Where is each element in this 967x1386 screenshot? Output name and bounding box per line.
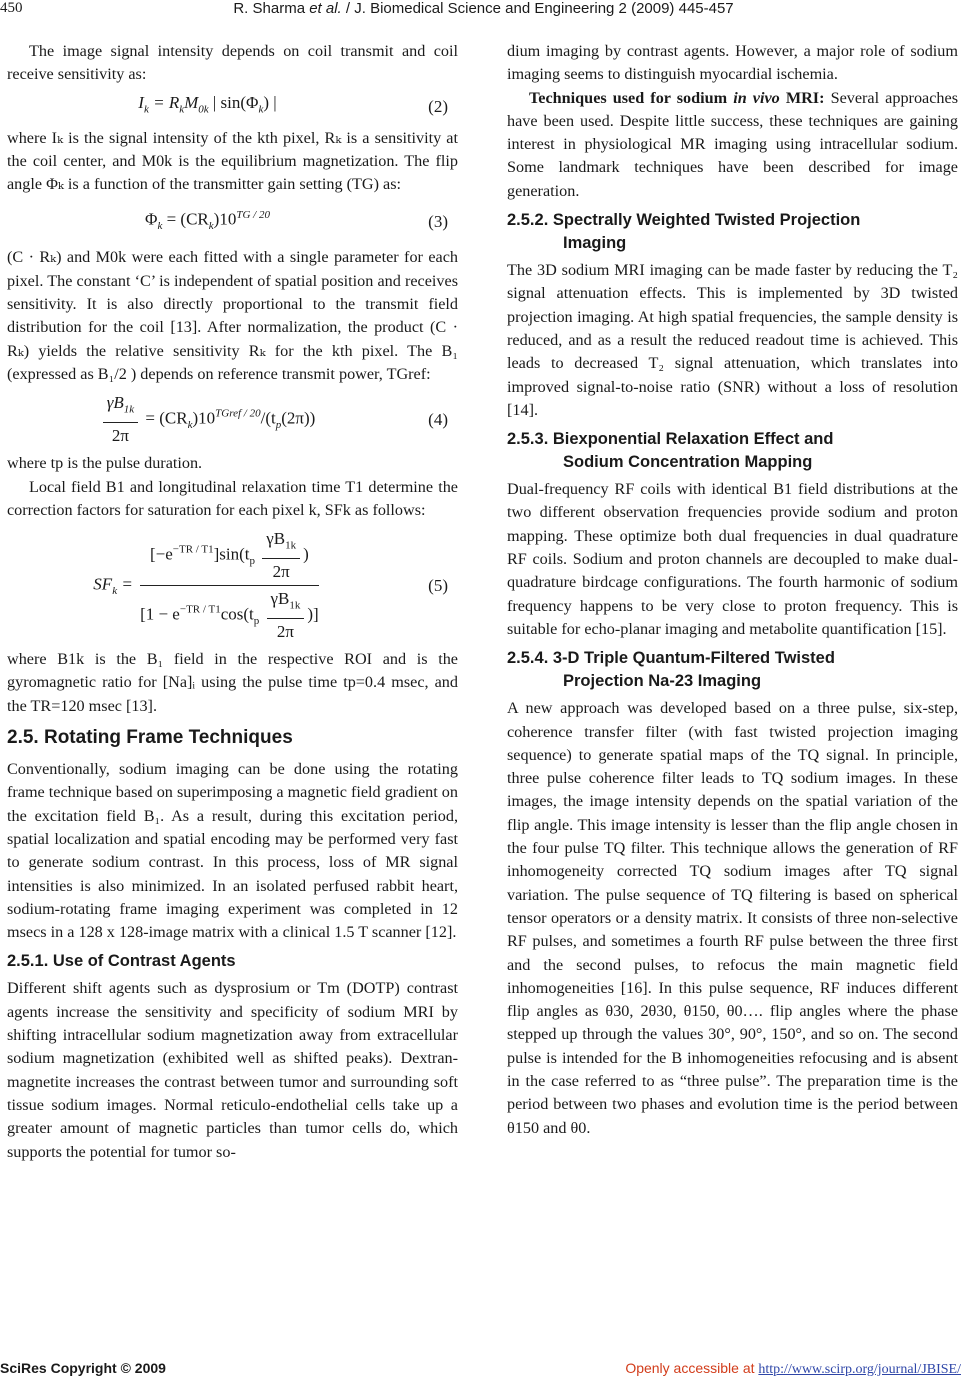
section-heading: 2.5. Rotating Frame Techniques	[7, 727, 293, 749]
equation-5: $SF_k$ = $[-e^{-TR / T1}]\sin(t_p$ $\frac{\gamma B_{1k}}{2\pi}$ ) [$1 - e^{-TR / T1}\cos(t_p$ $\frac{\gamma B_{1k}}{2\pi}$ )] (5)	[7, 522, 458, 648]
page-number: 450	[0, 0, 23, 16]
paragraph: Techniques used for sodium in vivo MRI: Several approaches have been used. Despite little success, these techniques are gaining interest in physiological MR imaging using intracellular sodium. Some landmark techniques have been described for image generation.	[507, 88, 958, 200]
paragraph: where tp is the pulse duration.	[7, 454, 203, 473]
paragraph: The 3D sodium MRI imaging can be made faster by reducing the T₂ signal attenuation effects. This is implemented by 3D twisted projection imaging. At high spatial frequencies, the sample density is reduced, and as a result the reduced readout time is achieved. This leads to decreased T₂ signal attenuation, which translates into improved signal-to-noise ratio (SNR) without a loss of resolution [14].	[507, 261, 958, 419]
paragraph: (C · Rₖ) and M0k were each fitted with a single parameter for each pixel. The constant ‘C’ is independent of spatial position and receives sensitivity. It is also directly proportional to the transmit field distribution for the coil [13]. After normalization, the product (C · Rₖ) yields the relative sensitivity Rₖ for the kth pixel. The B₁ (expressed as B₁/2 ) depends on reference transmit power, TGref:	[7, 248, 458, 383]
right-column	[507, 40, 958, 1140]
paragraph: where B1k is the B₁ field in the respective ROI and is the gyromagnetic ratio for [Na]ᵢ using the pulse time tp=0.4 msec, and the TR=120 msec [13].	[7, 650, 458, 715]
copyright: SciRes Copyright © 2009	[0, 1360, 166, 1376]
running-head-author: R. Sharma	[233, 0, 310, 17]
running-head	[0, 0, 967, 17]
equation-number: (5)	[428, 575, 448, 595]
paragraph: where Iₖ is the signal intensity of the kth pixel, Rₖ is a sensitivity at the coil center, and M0k is the equilibrium magnetization. The flip angle Φₖ is a function of the transmitter gain setting (TG) as:	[7, 128, 458, 194]
running-head-etal: et al.	[309, 0, 342, 17]
subsection-heading: 2.5.4. 3-D Triple Quantum-Filtered Twisted Projection Na-23 Imaging	[507, 649, 835, 691]
subsection-heading: 2.5.3. Biexponential Relaxation Effect and Sodium Concentration Mapping	[507, 430, 834, 472]
equation-number: (2)	[428, 96, 448, 116]
paragraph: dium imaging by contrast agents. However, a major role of sodium imaging seems to distinguish myocardial ischemia.	[507, 42, 958, 84]
subsection-heading: 2.5.2. Spectrally Weighted Twisted Projection Imaging	[507, 211, 861, 253]
equation-4: $\frac{\gamma B_{1k}}{2\pi}$ = $(CR_k)10^{TGref / 20}/(t_p(2\pi))$ (4)	[7, 386, 458, 452]
running-head-journal: / J. Biomedical Science and Engineering 2 (2009) 445-457	[341, 0, 734, 17]
paragraph: A new approach was developed based on a three pulse, six-step, coherence transfer filter (with fast twisted projection imaging sequence) to generate spatial maps of the TQ signal. In principle, three pulse coherence filter leads to TQ sodium images. In these images, the image intensity depends on the spatial variation of the flip angle. This image intensity is lesser than the flip angle chosen in the four pulse TQ filter. This technique allows the generation of RF inhomogeneity corrected TQ sodium images after TQ signal variation. The pulse sequence of TQ filtering is based on spherical tensor operators or a density matrix. It consists of three non-selective RF pulses, and sometimes a fourth RF pulse between the three first and the second pulses, to refocus the main magnetic field inhomogeneities [16]. In this pulse sequence, RF induces different flip angles as θ30, 2θ30, θ150, θ0…. flip angles where the phase stepped up through the values 30°, 90°, 150°, and so on. The second pulse is intended for the B inhomogeneities refocusing and is absent in the case referred to as “three pulse”. The preparation time is the period between two phases and evolution time is the period between θ150 and θ0.	[507, 699, 958, 1137]
paragraph: Local field B1 and longitudinal relaxation time T1 determine the correction factors for saturation for each pixel k, SFk as follows:	[7, 477, 458, 519]
subsection-heading: 2.5.1. Use of Contrast Agents	[7, 952, 236, 971]
equation-number: (4)	[428, 409, 448, 429]
paragraph: The image signal intensity depends on coil transmit and coil receive sensitivity as:	[7, 42, 458, 84]
equation-2: $I_k = R_kM_{0k}$ | $\sin(\Phi_k)$ | (2)	[7, 87, 458, 127]
paragraph: Conventionally, sodium imaging can be done using the rotating frame technique based on superimposing a magnetic field gradient on the excitation field B₁. As a result, during this excitation period, spatial localization and spatial encoding may be performed very fast to generate sodium contrast. In this process, loss of MR signal intensities is also minimized. In an isolated perfused rabbit heart, sodium-rotating frame imaging experiment was completed in 12 msecs in a 128 x 128-image matrix with a clinical 1.5 T scanner [12].	[7, 760, 458, 942]
journal-link[interactable]: http://www.scirp.org/journal/JBISE/	[758, 1362, 961, 1377]
equation-3: $\Phi_k = (CR_k)10^{TG / 20}$ (3)	[7, 196, 458, 246]
paragraph: Different shift agents such as dysprosium or Tm (DOTP) contrast agents increase the sensitivity and specificity of sodium MRI by shifting intracellular sodium magnetization away from extracellular sodium magnetization (exhibited well as shifted peaks). Dextran-magnetite increases the contrast between tumor and surrounding soft tissue sodium images. Normal reticulo-endothelial cells take up a greater amount of magnetic particles than tumor cells do, which supports the potential for tumor so-	[7, 979, 458, 1161]
open-access-notice: Openly accessible at http://www.scirp.org/journal/JBISE/	[625, 1360, 961, 1377]
paragraph: Dual-frequency RF coils with identical B1 field distributions at the two different observation frequencies provide sodium and proton mapping. These optimize both dual frequencies in dual quadrature RF coils. Sodium and proton channels are decoupled to make dual-quadrature birdcage configurations. The fourth harmonic of sodium frequency happens to be very close to proton frequency. This is suitable for echo-planar imaging and metabolite quantification [15].	[507, 480, 958, 638]
equation-number: (3)	[428, 211, 448, 231]
left-column	[7, 40, 458, 1164]
